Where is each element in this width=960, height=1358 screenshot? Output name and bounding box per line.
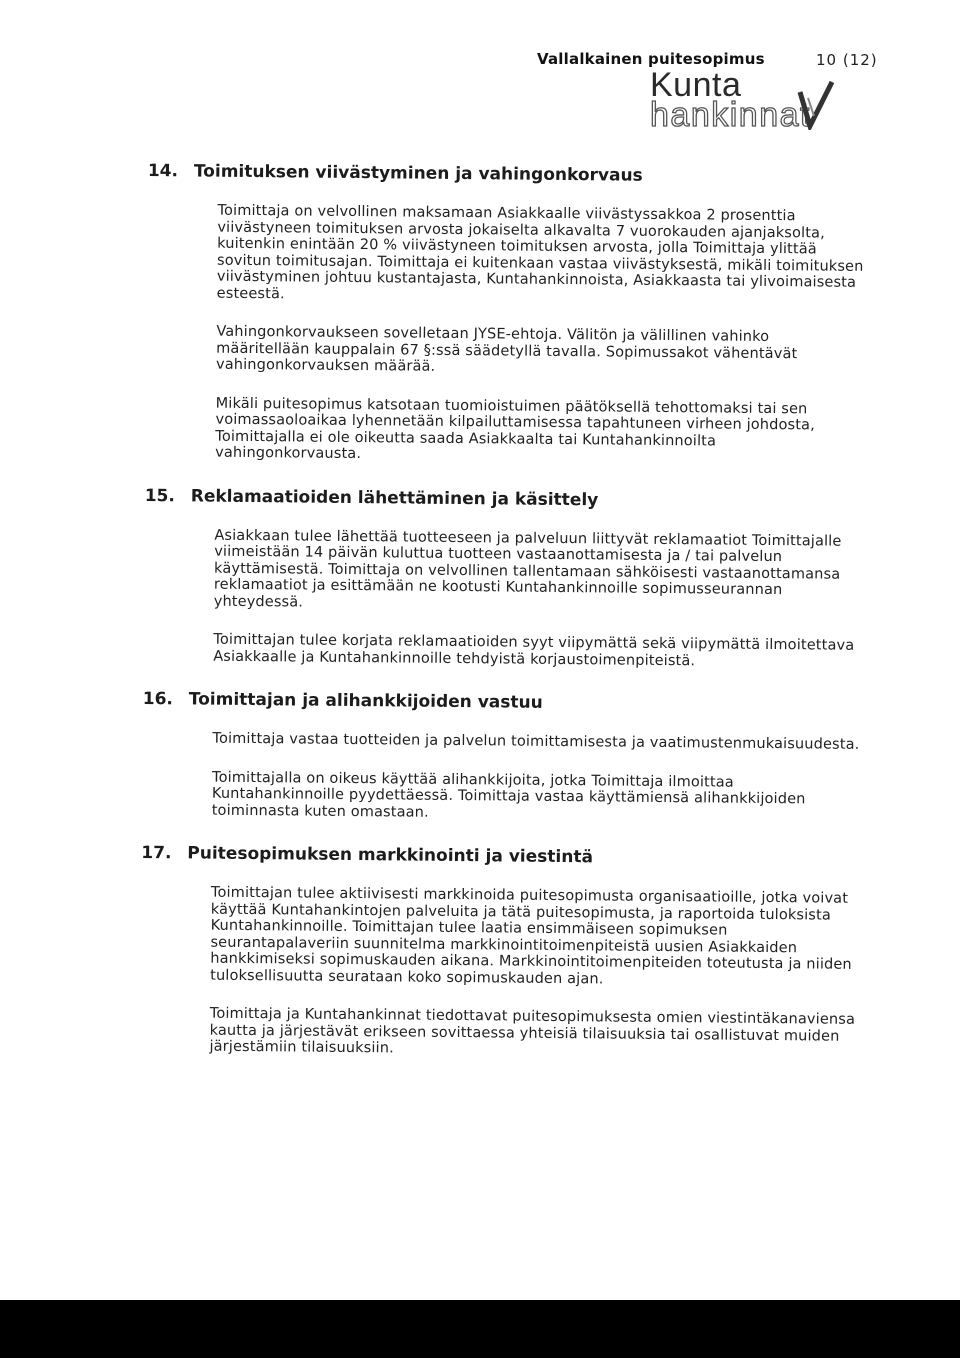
- section-heading: [145, 484, 875, 513]
- paragraph: Toimittajalla on oikeus käyttää alihankkijoita, jotka Toimittaja ilmoittaa Kuntahankinnoille pyydettäessä. Toimittaja vastaa käyttämiensä alihankkijoiden toiminnasta kuten omastaan.: [211, 769, 806, 821]
- section-number: 15.: [144, 485, 175, 506]
- section-title: Toimittajan ja alihankkijoiden vastuu: [188, 689, 543, 713]
- document-title: Vallalkainen puitesopimus: [537, 50, 765, 68]
- page-number: 10 (12): [816, 51, 878, 69]
- paragraph: Mikäli puitesopimus katsotaan tuomioistuimen päätöksellä tehottomaksi tai sen voimassaoloaikaa lyhennetään kilpailuttamisessa tapahtuneen virheen johdosta, Toimittajalla ei ole oikeutta saada Asiakkaalta tai Kuntahankinnoilta vahingonkorvausta.: [215, 395, 815, 463]
- paragraph: Toimittaja ja Kuntahankinnat tiedottavat puitesopimuksesta omien viestintäkanaviensa kautta ja järjestävät erikseen sovittaessa yhteisiä tilaisuuksia tai osallistuvat muiden järjestämiin tilaisuuksiin.: [209, 1005, 856, 1057]
- section-number: 14.: [147, 160, 179, 182]
- section-15: [143, 484, 875, 670]
- paragraph: Toimittajan tulee aktiivisesti markkinoida puitesopimusta organisaatioille, jotka voivat käyttää Kuntahankintojen palveluita ja tätä puitesopimusta, ja raportoida tuloksista Kuntahankinnoille. Toimittajan tulee laatia ensimmäiseen sopimuksen seurantapalaveriin suunnitelma markkinointitoimenpiteistä uusien Asiakkaiden hankkimiseksi sopimuskauden aikana. Markkinointitoimenpiteiden toteutusta ja niiden tuloksellisuutta seurataan koko sopimuskauden ajan.: [210, 884, 852, 987]
- logo-text-line2: hankinnat: [650, 96, 811, 134]
- section-14: [145, 160, 878, 467]
- scan-bottom-border: [0, 1300, 960, 1358]
- paragraph: Asiakkaan tulee lähettää tuotteeseen ja palveluun liittyvät reklamaatiot Toimittajalle viimeistään 14 päivän kuluttua tuotteen vastaanottamisesta ja / tai palvelun käyttämisestä. Toimittaja on velvollinen tallentamaan sähköisesti vastaanottamansa reklamaatiot ja esittämään ne kootusti Kuntahankinnoille sopimusseurannan yhteydessä.: [213, 527, 842, 611]
- logo-text-line1: Kunta: [650, 66, 742, 104]
- section-number: 17.: [141, 842, 172, 864]
- section-title: Puitesopimuksen markkinointi ja viestintä: [187, 843, 594, 868]
- paragraph: Toimittaja on velvollinen maksamaan Asiakkaalle viivästyssakkoa 2 prosenttia viivästyneen toimituksen arvosta jokaiselta alkavalta 7 vuorokauden ajanjaksolta, kuitenkin enintään 20 % viivästyneen toimituksen arvosta, jolla Toimittaja ylittää sovitun toimitusajan. Toimittaja ei kuitenkaan vastaa viivästyksestä, mikäli toimituksen viivästyminen johtuu kustantajasta, Kuntahankinnoista, Asiakkaasta tai ylivoimaisesta esteestä.: [216, 202, 864, 302]
- section-title: Toimituksen viivästyminen ja vahingonkorvaus: [193, 161, 643, 186]
- paragraph: Toimittajan tulee korjata reklamaatioiden syyt viipymättä sekä viipymättä ilmoitettava Asiakkaalle ja Kuntahankinnoille tehdyistä korjaustoimenpiteistä.: [213, 631, 855, 669]
- logo-check-mark-icon: [796, 78, 836, 130]
- section-heading: [148, 160, 878, 189]
- section-16: [142, 688, 873, 825]
- section-17: [139, 842, 871, 1061]
- paragraph: Vahingonkorvaukseen sovelletaan JYSE-ehtoja. Välitön ja välillinen vahinko määritellään kauppalain 67 §:ssä säädetyllä tavalla. Sopimussakot vähentävät vahingonkorvauksen määrää.: [215, 323, 798, 375]
- paragraph: Toimittaja vastaa tuotteiden ja palvelun toimittamisesta ja vaatimustenmukaisuudesta.: [212, 730, 860, 753]
- section-title: Reklamaatioiden lähettäminen ja käsittely: [190, 485, 599, 510]
- section-heading: [143, 688, 873, 717]
- section-number: 16.: [142, 688, 174, 710]
- kuntahankinnat-logo: [650, 68, 890, 138]
- document-body: [139, 160, 878, 1085]
- section-heading: [141, 842, 871, 871]
